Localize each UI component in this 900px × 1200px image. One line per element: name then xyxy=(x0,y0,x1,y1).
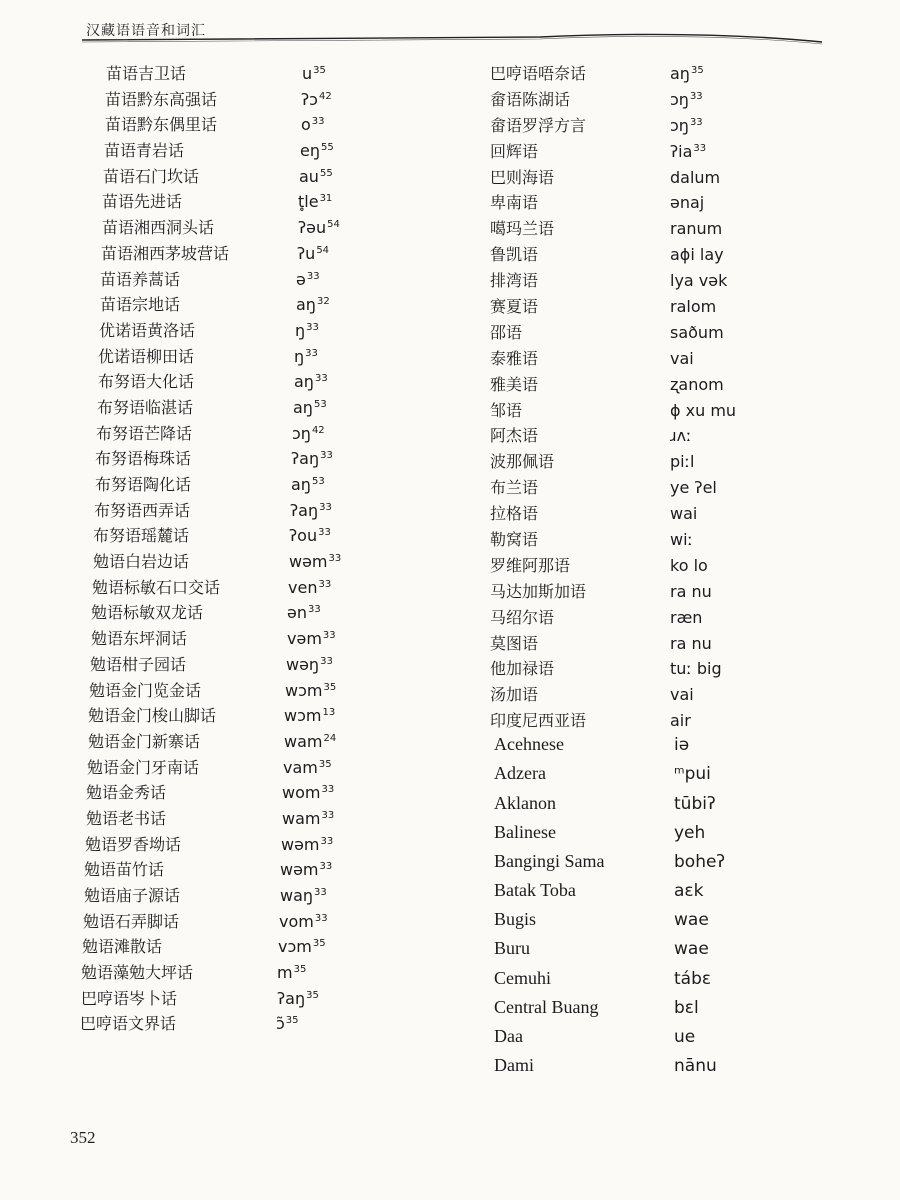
language-name: 阿杰语 xyxy=(490,426,539,446)
tone-number: 35 xyxy=(293,964,307,976)
word-form: ʔaŋ$^{33}$ xyxy=(291,449,333,469)
word-form: ʔia$^{33}$ xyxy=(670,141,707,161)
word-form: piːl xyxy=(670,452,695,472)
language-name: 勉语藻勉大坪话 xyxy=(81,963,194,983)
word-entry xyxy=(490,449,870,475)
tone-number: 33 xyxy=(318,578,332,590)
word-entry xyxy=(80,498,460,524)
word-entry xyxy=(490,398,870,424)
word-entry xyxy=(490,734,870,763)
word-entry xyxy=(80,138,460,164)
language-name: 勉语金门牙南话 xyxy=(87,757,200,777)
language-name: 巴哼语文界话 xyxy=(80,1014,177,1034)
language-name: 巴哼语岑卜话 xyxy=(81,988,178,1008)
word-entry xyxy=(490,113,870,139)
word-entry xyxy=(80,857,460,883)
word-form: ye ʔel xyxy=(670,478,717,498)
word-entry xyxy=(80,883,460,909)
tone-number: 33 xyxy=(306,270,320,282)
word-entry xyxy=(490,320,870,346)
word-form: wae xyxy=(674,939,709,960)
word-form: ʔaŋ$^{35}$ xyxy=(277,988,319,1008)
word-form: yeh xyxy=(674,822,706,843)
word-entry xyxy=(490,553,870,579)
word-entry xyxy=(490,968,870,997)
word-form: bɛl xyxy=(674,997,699,1018)
language-name: 布努语大化话 xyxy=(98,372,195,392)
word-form: air xyxy=(670,711,691,731)
language-name: 苗语青岩话 xyxy=(104,141,185,161)
tone-number: 35 xyxy=(318,758,332,770)
word-form: $ŋ^{33}$ xyxy=(295,320,319,340)
word-form: ven$^{33}$ xyxy=(288,577,332,597)
word-entry xyxy=(490,631,870,657)
word-entry xyxy=(490,997,870,1026)
word-entry xyxy=(490,61,870,87)
language-name: 噶玛兰语 xyxy=(490,219,555,239)
tone-number: 35 xyxy=(285,1015,299,1027)
tone-number: 33 xyxy=(305,347,318,359)
word-entry xyxy=(80,652,460,678)
word-entry xyxy=(80,344,460,370)
language-name: 布努语芒降话 xyxy=(96,423,193,443)
tone-number: 33 xyxy=(307,604,321,616)
word-form: $au^{55}$ xyxy=(299,166,333,186)
word-form: wom$^{33}$ xyxy=(282,783,335,803)
language-name: Dami xyxy=(494,1055,534,1076)
word-entry xyxy=(490,763,870,792)
word-entry xyxy=(490,708,870,734)
word-entry xyxy=(80,241,460,267)
language-name: 卑南语 xyxy=(490,193,539,213)
word-form: ʔaŋ$^{33}$ xyxy=(290,500,332,520)
word-form: lya vək xyxy=(670,271,728,291)
word-entry xyxy=(80,806,460,832)
language-name: 拉格语 xyxy=(490,504,539,524)
language-name: Balinese xyxy=(494,821,556,842)
word-form: ʐanom xyxy=(670,374,724,394)
language-name: 优诺语柳田话 xyxy=(98,346,195,366)
word-entry xyxy=(490,139,870,165)
word-entry xyxy=(80,112,460,138)
tone-number: 33 xyxy=(306,321,319,333)
tone-number: 33 xyxy=(311,116,325,128)
word-form: wae xyxy=(674,910,709,931)
word-entry xyxy=(490,475,870,501)
word-entry xyxy=(490,527,870,553)
tone-number: 33 xyxy=(321,809,335,821)
tone-number: 33 xyxy=(314,887,327,898)
language-name: 泰雅语 xyxy=(490,348,539,368)
tone-number: 33 xyxy=(322,630,336,642)
language-name: 罗维阿那语 xyxy=(490,555,571,575)
word-form: wəm$^{33}$ xyxy=(280,860,333,880)
word-entry xyxy=(490,268,870,294)
language-name: 勉语庙子源话 xyxy=(84,886,181,905)
word-entry xyxy=(80,523,460,549)
language-name: 勉语滩散话 xyxy=(82,937,163,957)
word-entry xyxy=(80,189,460,215)
word-form: aɸi lay xyxy=(670,245,724,265)
word-entry xyxy=(490,579,870,605)
word-form: wai xyxy=(670,504,698,524)
word-entry xyxy=(80,318,460,344)
language-name: 勒窝语 xyxy=(490,530,539,550)
language-name: 勉语石弄脚话 xyxy=(83,911,180,931)
language-name: 苗语石门坎话 xyxy=(103,166,200,186)
language-name: 勉语标敏石口交话 xyxy=(92,577,221,597)
word-entry xyxy=(80,446,460,472)
language-name: 布努语梅珠话 xyxy=(95,449,192,469)
language-name: Buru xyxy=(494,938,530,959)
language-name: 勉语金门梭山脚话 xyxy=(88,706,217,726)
word-entry xyxy=(80,472,460,498)
word-form: ənaj xyxy=(670,193,705,213)
word-form: wam$^{24}$ xyxy=(284,731,337,751)
word-entry xyxy=(490,165,870,191)
word-form: vam$^{35}$ xyxy=(283,757,332,777)
tone-number: 33 xyxy=(693,142,707,154)
word-form: ʔou$^{33}$ xyxy=(289,526,331,546)
word-form: $ŋ^{33}$ xyxy=(294,346,318,366)
word-entry xyxy=(490,880,870,909)
word-entry xyxy=(490,793,870,822)
word-entry xyxy=(490,294,870,320)
tone-number: 31 xyxy=(319,193,333,205)
tone-number: 55 xyxy=(319,167,333,179)
language-name: 巴哼语唔奈话 xyxy=(490,64,587,83)
language-name: Bangingi Sama xyxy=(494,850,605,871)
word-form: dalum xyxy=(670,167,721,187)
word-form: iə xyxy=(674,735,690,756)
word-entry xyxy=(490,605,870,631)
word-form: tūbiʔ xyxy=(674,793,716,814)
word-form: ræn xyxy=(670,607,703,627)
word-form: nānu xyxy=(674,1056,717,1077)
word-entry xyxy=(490,372,870,398)
word-entry xyxy=(80,832,460,858)
word-entry xyxy=(490,346,870,372)
word-form: ən$^{33}$ xyxy=(287,603,321,623)
tone-number: 35 xyxy=(306,989,319,1001)
word-entry xyxy=(80,729,460,755)
tone-number: 33 xyxy=(314,912,328,924)
tone-number: 33 xyxy=(314,373,328,385)
language-name: 苗语先进话 xyxy=(102,192,183,212)
word-form: vai xyxy=(670,348,694,368)
word-form: ə$^{33}$ xyxy=(296,269,320,289)
word-form: ralom xyxy=(670,297,717,317)
word-form: tábɛ xyxy=(674,968,712,989)
tone-number: 33 xyxy=(320,655,333,667)
tone-number: 55 xyxy=(320,142,334,154)
word-form: saðum xyxy=(670,322,724,342)
word-entry xyxy=(490,190,870,216)
word-entry xyxy=(80,292,460,318)
language-name: 雅美语 xyxy=(490,374,539,394)
language-name: Batak Toba xyxy=(494,880,576,901)
language-name: 布努语西弄话 xyxy=(94,500,191,520)
word-entry xyxy=(80,369,460,395)
word-entry xyxy=(80,549,460,575)
language-name: 苗语黔东高强话 xyxy=(105,89,218,109)
word-entry xyxy=(490,1026,870,1055)
word-form: ɔ̃$^{35}$ xyxy=(276,1014,299,1034)
language-name: Daa xyxy=(494,1026,523,1047)
tone-number: 33 xyxy=(328,553,342,565)
word-form: vom$^{33}$ xyxy=(279,911,328,931)
tone-number: 53 xyxy=(313,398,327,410)
language-name: 布努语陶化话 xyxy=(95,475,192,494)
word-entry xyxy=(80,755,460,781)
language-name: 苗语养蒿话 xyxy=(100,269,181,289)
word-entry xyxy=(80,986,460,1012)
word-entry xyxy=(490,216,870,242)
language-name: 布努语瑶麓话 xyxy=(93,526,190,546)
word-entry xyxy=(80,960,460,986)
tone-number: 35 xyxy=(690,65,704,76)
word-form: $u^{35}$ xyxy=(302,64,326,83)
word-entry xyxy=(80,87,460,113)
tone-number: 33 xyxy=(319,501,332,513)
language-name: 邹语 xyxy=(490,400,523,420)
tone-number: 33 xyxy=(320,450,333,462)
word-entry xyxy=(80,678,460,704)
tone-number: 33 xyxy=(321,784,335,796)
language-name: 苗语湘西洞头话 xyxy=(102,218,215,238)
tone-number: 35 xyxy=(312,938,326,950)
language-name: 莫图语 xyxy=(490,633,539,653)
language-name: 勉语柑子园话 xyxy=(90,654,187,674)
word-entry xyxy=(80,61,460,87)
word-form: $aŋ^{35}$ xyxy=(670,64,704,83)
tone-number: 33 xyxy=(689,90,703,102)
word-form: waŋ$^{33}$ xyxy=(280,886,327,905)
word-form: $eŋ^{55}$ xyxy=(300,141,334,161)
word-entry xyxy=(490,242,870,268)
language-name: 排湾语 xyxy=(490,271,539,291)
word-form: ɔŋ$^{42}$ xyxy=(292,423,325,443)
word-entry xyxy=(80,626,460,652)
language-name: 勉语金门览金话 xyxy=(89,680,202,700)
word-entry xyxy=(490,656,870,682)
language-name: Acehnese xyxy=(494,734,564,755)
page-number: 352 xyxy=(70,1128,96,1147)
word-form: $o^{33}$ xyxy=(301,115,325,135)
word-entry xyxy=(80,703,460,729)
language-name: 回辉语 xyxy=(490,141,539,161)
right-column xyxy=(490,61,870,1084)
language-name: Bugis xyxy=(494,909,537,930)
word-entry xyxy=(490,87,870,113)
tone-number: 13 xyxy=(322,707,336,719)
word-form: vai xyxy=(670,685,694,705)
word-entry xyxy=(80,421,460,447)
language-name: 勉语标敏双龙话 xyxy=(91,603,204,623)
word-entry xyxy=(80,600,460,626)
language-name: Central Buang xyxy=(494,996,599,1017)
language-name: 畲语罗浮方言 xyxy=(490,115,587,135)
tone-number: 42 xyxy=(318,90,332,102)
word-entry xyxy=(80,780,460,806)
word-form: $aŋ^{32}$ xyxy=(296,295,330,315)
language-name: 他加禄语 xyxy=(490,659,555,679)
tone-number: 42 xyxy=(311,424,325,436)
tone-number: 54 xyxy=(327,219,340,231)
word-form: $m^{35}$ xyxy=(277,963,307,983)
word-entry xyxy=(490,1055,870,1084)
language-name: 布努语临湛话 xyxy=(97,397,194,417)
word-form: ra nu xyxy=(670,581,712,601)
language-name: 勉语东坪洞话 xyxy=(91,629,188,649)
word-form: wɔm$^{35}$ xyxy=(285,680,337,700)
word-form: boheʔ xyxy=(674,851,726,872)
word-entry xyxy=(490,938,870,967)
tone-number: 35 xyxy=(323,681,337,693)
language-name: 勉语金秀话 xyxy=(86,783,167,803)
word-form: ʔɔ$^{42}$ xyxy=(301,89,332,109)
language-name: 勉语白岩边话 xyxy=(93,552,190,572)
language-name: 汤加语 xyxy=(490,685,539,705)
language-name: 苗语宗地话 xyxy=(100,295,181,315)
language-name: 邵语 xyxy=(490,322,523,342)
word-form: tuː big xyxy=(670,659,722,679)
tone-number: 24 xyxy=(323,732,337,744)
word-form: ʔəu$^{54}$ xyxy=(298,218,340,238)
language-name: Aklanon xyxy=(494,792,556,813)
language-name: 鲁凯语 xyxy=(490,245,539,265)
language-name: 苗语吉卫话 xyxy=(106,64,187,83)
language-name: 勉语罗香坳话 xyxy=(85,834,182,854)
word-entry xyxy=(80,575,460,601)
language-name: 波那佩语 xyxy=(490,452,555,472)
tone-number: 35 xyxy=(313,65,326,76)
language-name: 马绍尔语 xyxy=(490,607,555,627)
language-name: 马达加斯加语 xyxy=(490,581,587,601)
word-entry xyxy=(490,682,870,708)
language-name: 畲语陈湖话 xyxy=(490,89,571,109)
word-form: vɔm$^{35}$ xyxy=(278,937,326,957)
language-name: 勉语金门新寨话 xyxy=(88,731,201,751)
word-entry xyxy=(490,423,870,449)
language-name: Adzera xyxy=(494,763,546,784)
word-form: $aŋ^{53}$ xyxy=(293,397,327,417)
word-form: $t̥le^{31}$ xyxy=(298,192,333,212)
language-name: 赛夏语 xyxy=(490,297,539,317)
word-entry xyxy=(80,215,460,241)
word-form: wam$^{33}$ xyxy=(282,808,335,828)
word-entry xyxy=(80,909,460,935)
word-form: ɸ xu mu xyxy=(670,400,737,420)
word-form: ᵐpui xyxy=(674,764,711,785)
word-form: ko lo xyxy=(670,555,708,575)
language-name: 巴则海语 xyxy=(490,167,555,187)
word-entry xyxy=(80,395,460,421)
language-name: 勉语苗竹话 xyxy=(84,860,165,880)
word-form: ʔu$^{54}$ xyxy=(297,243,330,263)
tone-number: 54 xyxy=(316,244,330,256)
word-form: wəm$^{33}$ xyxy=(281,834,334,854)
language-name: 优诺语黄洛话 xyxy=(99,320,196,340)
word-form: wiː xyxy=(670,530,693,550)
word-form: vəm$^{33}$ xyxy=(287,629,336,649)
word-form: $aŋ^{33}$ xyxy=(294,372,328,392)
tone-number: 32 xyxy=(316,296,330,308)
word-form: aɛk xyxy=(674,881,704,902)
tone-number: 33 xyxy=(320,835,334,847)
word-form: wəm$^{33}$ xyxy=(289,552,342,572)
word-entry xyxy=(80,1011,460,1037)
language-name: 勉语老书话 xyxy=(86,808,167,828)
tone-number: 33 xyxy=(319,861,333,873)
word-form: ɔŋ$^{33}$ xyxy=(670,115,703,135)
tone-number: 53 xyxy=(311,476,325,487)
word-form: ɹʌː xyxy=(670,426,692,446)
word-form: ra nu xyxy=(670,633,712,653)
word-entry xyxy=(80,164,460,190)
word-form: wɔm$^{13}$ xyxy=(284,706,336,726)
tone-number: 33 xyxy=(318,527,331,539)
running-title: 汉藏语语音和词汇 xyxy=(86,23,206,39)
language-name: 布兰语 xyxy=(490,478,539,498)
word-form: ranum xyxy=(670,219,723,239)
word-entry xyxy=(490,909,870,938)
word-entry xyxy=(490,851,870,880)
word-form: $aŋ^{53}$ xyxy=(291,475,325,494)
word-entry xyxy=(80,267,460,293)
tone-number: 33 xyxy=(689,116,703,128)
language-name: 苗语黔东偶里话 xyxy=(105,115,218,135)
language-name: 印度尼西亚语 xyxy=(490,711,587,731)
language-name: Cemuhi xyxy=(494,967,551,988)
word-entry xyxy=(80,934,460,960)
word-entry xyxy=(490,822,870,851)
word-entry xyxy=(490,501,870,527)
left-column xyxy=(80,61,460,1037)
word-form: ue xyxy=(674,1027,696,1048)
word-form: wəŋ$^{33}$ xyxy=(286,654,333,674)
language-name: 苗语湘西茅坡营话 xyxy=(101,243,230,263)
word-form: ɔŋ$^{33}$ xyxy=(670,89,703,109)
